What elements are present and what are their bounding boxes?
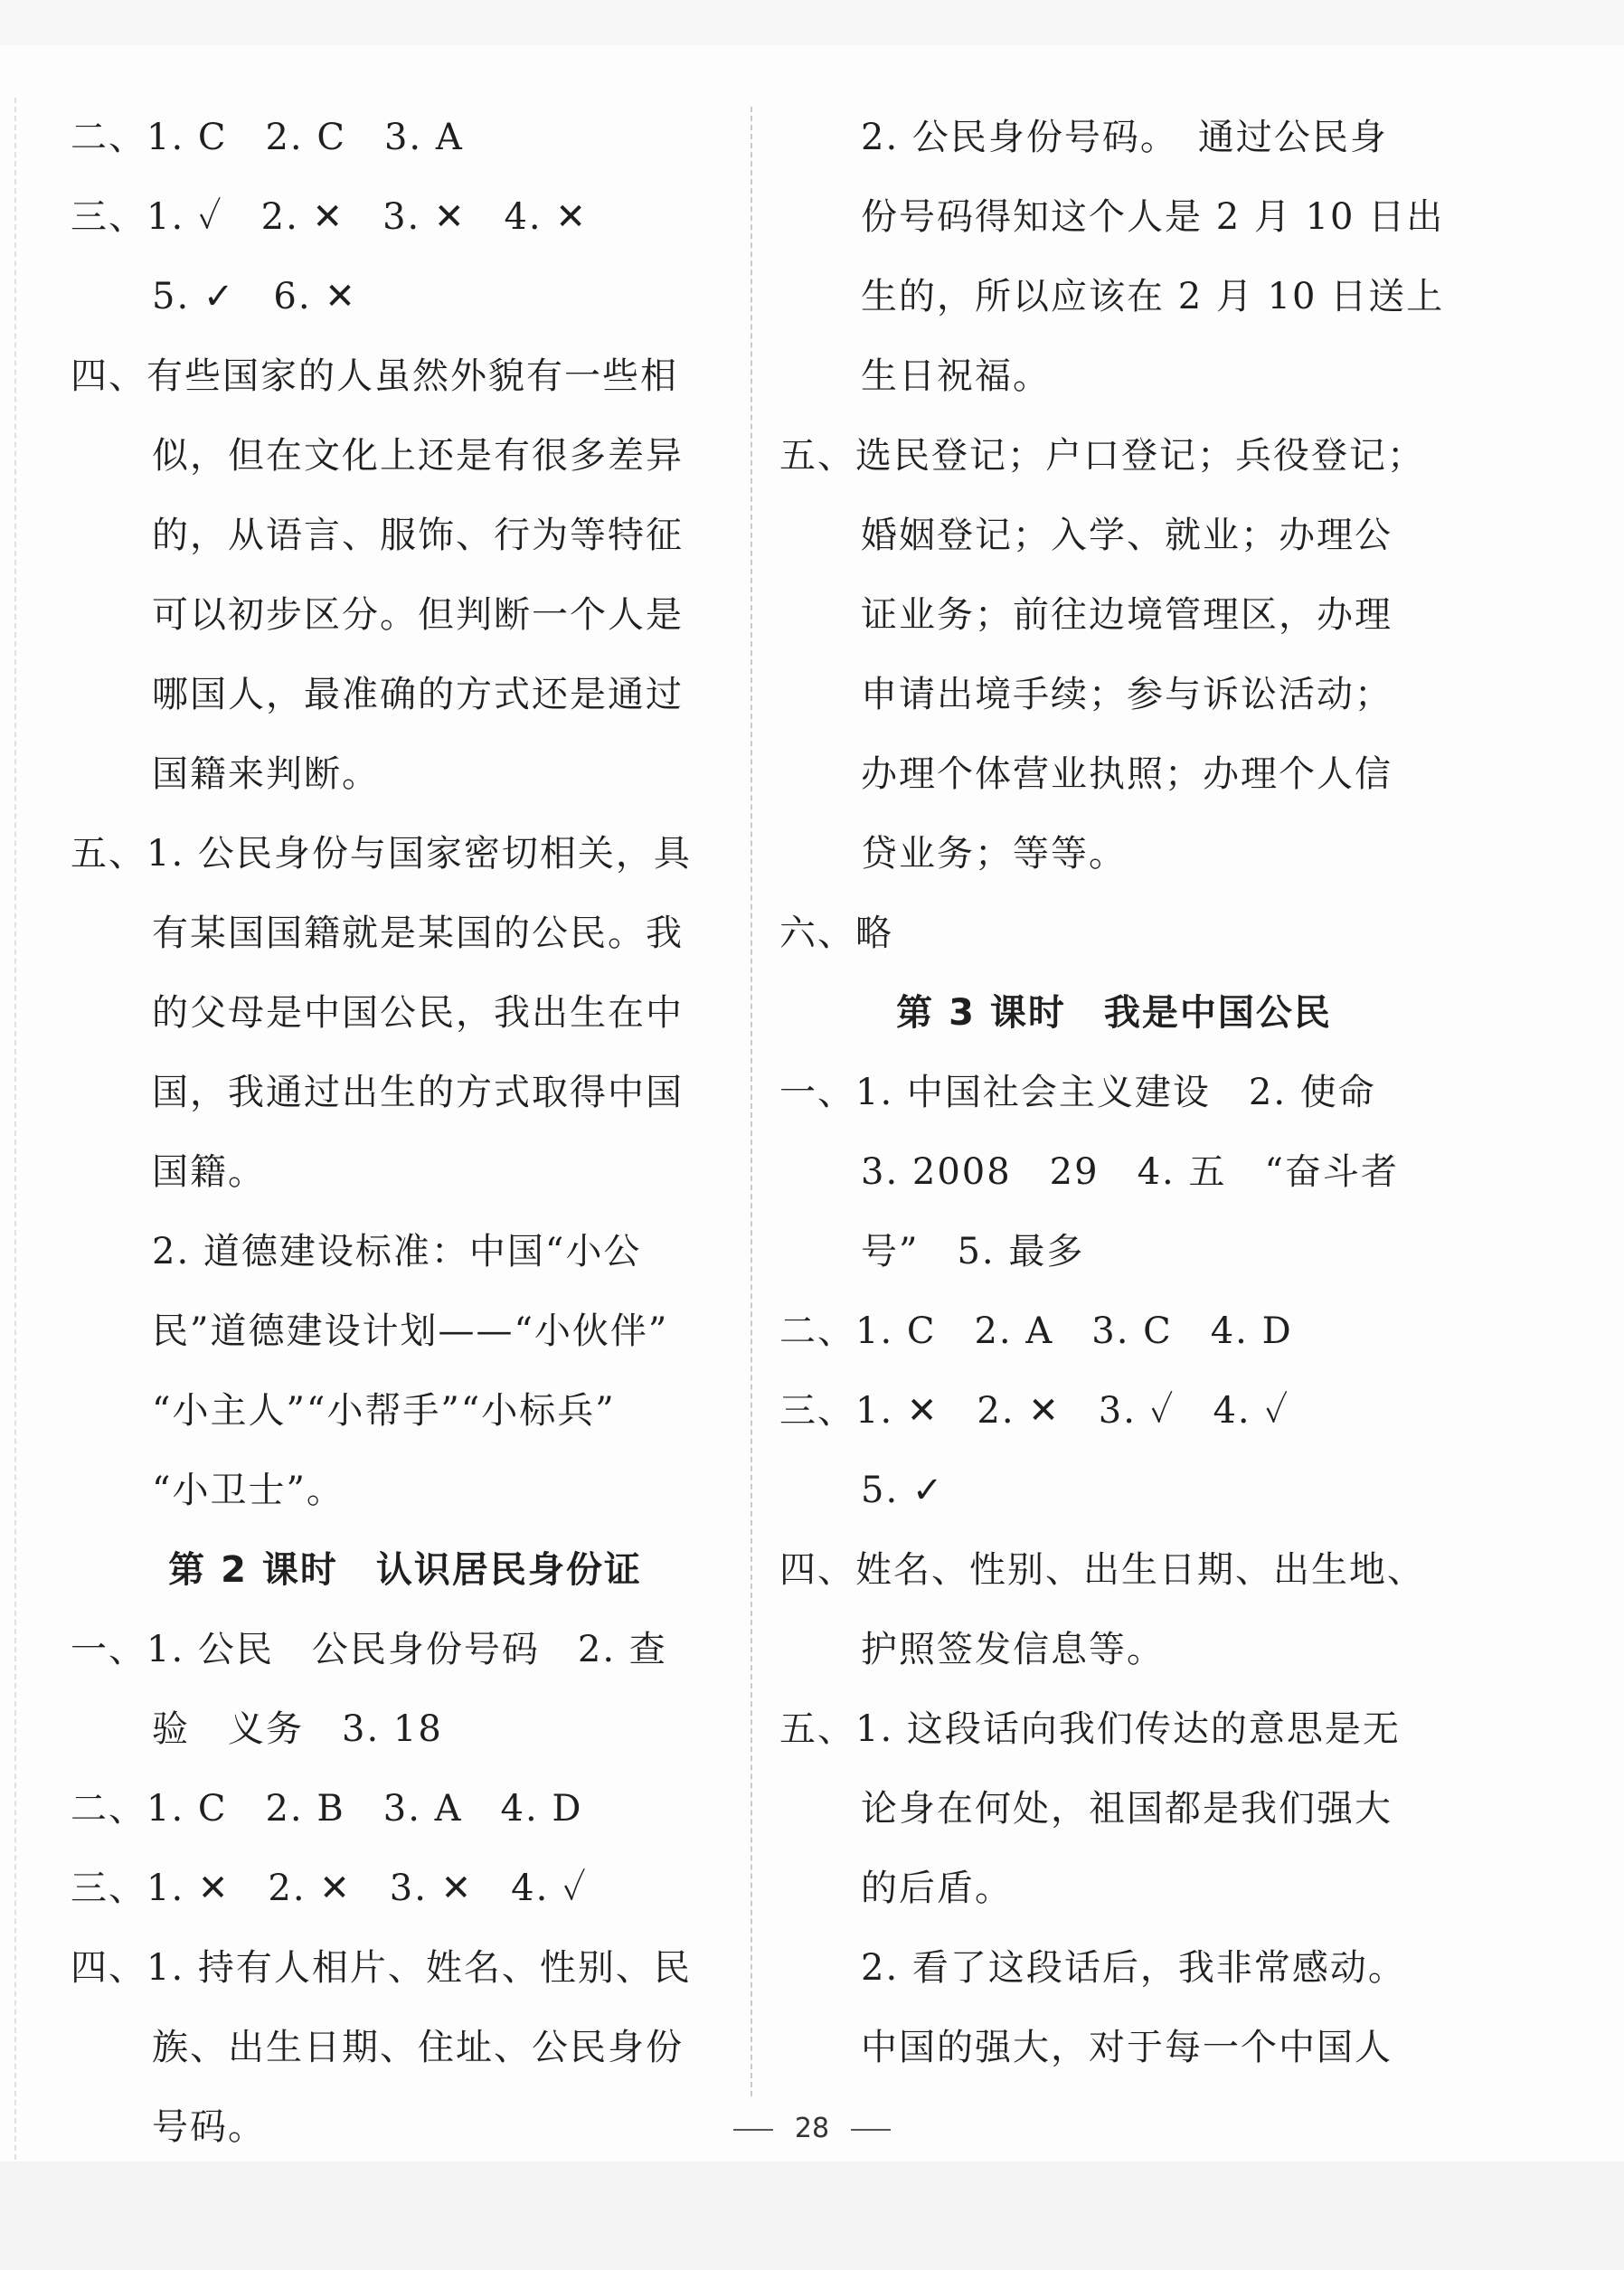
text-line: 有某国国籍就是某国的公民。我 xyxy=(152,913,684,954)
text-line: 三、1. ✕ 2. ✕ 3. ✓ 4. ✓ xyxy=(779,1390,1290,1432)
top-margin xyxy=(0,0,1624,45)
text-line: 二、1. C 2. B 3. A 4. D xyxy=(71,1788,583,1830)
text-line: 贷业务；等等。 xyxy=(861,833,1127,875)
text-line: 哪国人，最准确的方式还是通过 xyxy=(152,674,684,715)
text-line: 族、出生日期、住址、公民身份 xyxy=(152,2027,684,2068)
text-line: 生的，所以应该在 2 月 10 日送上 xyxy=(861,276,1445,317)
text-line: “小主人”“小帮手”“小标兵” xyxy=(152,1390,616,1432)
text-line: 证业务；前往边境管理区，办理 xyxy=(861,594,1393,636)
text-line: 2. 道德建设标准：中国“小公 xyxy=(152,1231,642,1272)
text-line: 的父母是中国公民，我出生在中 xyxy=(152,992,684,1034)
text-line: 5. ✓ 6. ✕ xyxy=(152,276,357,317)
text-line: 三、1. ✓ 2. ✕ 3. ✕ 4. ✕ xyxy=(71,196,588,238)
footer-dash-left xyxy=(733,2129,773,2131)
text-line: 的后盾。 xyxy=(861,1868,1013,1909)
text-line: 办理个体营业执照；办理个人信 xyxy=(861,753,1393,795)
text-line: 民”道德建设计划——“小伙伴” xyxy=(152,1310,669,1352)
text-line: 号” 5. 最多 xyxy=(861,1231,1085,1272)
section-title: 第 2 课时 认识居民身份证 xyxy=(168,1549,642,1591)
text-line: 二、1. C 2. C 3. A xyxy=(71,117,464,158)
text-line: 四、1. 持有人相片、姓名、性别、民 xyxy=(71,1947,692,1989)
text-line: 一、1. 公民 公民身份号码 2. 查 xyxy=(71,1629,667,1670)
text-line: 似，但在文化上还是有很多差异 xyxy=(152,435,684,477)
text-line: 四、姓名、性别、出生日期、出生地、 xyxy=(779,1549,1425,1591)
text-line: 验 义务 3. 18 xyxy=(152,1708,443,1750)
text-line: 国籍来判断。 xyxy=(152,753,380,795)
text-line: 一、1. 中国社会主义建设 2. 使命 xyxy=(779,1072,1376,1113)
left-column xyxy=(71,98,740,2167)
text-line: 生日祝福。 xyxy=(861,355,1051,397)
text-line: 婚姻登记；入学、就业；办理公 xyxy=(861,515,1393,556)
text-line: 护照签发信息等。 xyxy=(861,1629,1165,1670)
footer-dash-right xyxy=(851,2129,891,2131)
page-footer xyxy=(0,2113,1624,2144)
text-line: 2. 公民身份号码。 通过公民身 xyxy=(861,117,1388,158)
left-edge-line xyxy=(14,98,16,2178)
text-line: 3. 2008 29 4. 五 “奋斗者 xyxy=(861,1151,1399,1193)
text-line: 可以初步区分。但判断一个人是 xyxy=(152,594,684,636)
section-title: 第 3 课时 我是中国公民 xyxy=(896,992,1332,1034)
text-line: 的，从语言、服饰、行为等特征 xyxy=(152,515,684,556)
text-line: 号码。 xyxy=(152,2106,266,2148)
text-line: 5. ✓ xyxy=(861,1470,945,1511)
text-line: 三、1. ✕ 2. ✕ 3. ✕ 4. ✓ xyxy=(71,1868,588,1909)
text-line: 四、有些国家的人虽然外貌有一些相 xyxy=(71,355,678,397)
text-line: 六、略 xyxy=(779,913,893,954)
text-line: 份号码得知这个人是 2 月 10 日出 xyxy=(861,196,1445,238)
text-line: 2. 看了这段话后，我非常感动。 xyxy=(861,1947,1406,1989)
text-line: “小卫士”。 xyxy=(152,1470,345,1511)
text-line: 五、选民登记；户口登记；兵役登记； xyxy=(779,435,1425,477)
text-line: 中国的强大，对于每一个中国人 xyxy=(861,2027,1393,2068)
page-number: 28 xyxy=(794,2113,830,2144)
column-divider xyxy=(751,107,752,2096)
text-line: 国籍。 xyxy=(152,1151,266,1193)
text-line: 论身在何处，祖国都是我们强大 xyxy=(861,1788,1393,1830)
text-line: 二、1. C 2. A 3. C 4. D xyxy=(779,1310,1293,1352)
text-line: 国，我通过出生的方式取得中国 xyxy=(152,1072,684,1113)
bottom-margin xyxy=(0,2161,1624,2270)
text-line: 五、1. 这段话向我们传达的意思是无 xyxy=(779,1708,1401,1750)
text-line: 申请出境手续；参与诉讼活动； xyxy=(861,674,1393,715)
text-line: 五、1. 公民身份与国家密切相关，具 xyxy=(71,833,692,875)
right-column xyxy=(779,98,1449,2087)
